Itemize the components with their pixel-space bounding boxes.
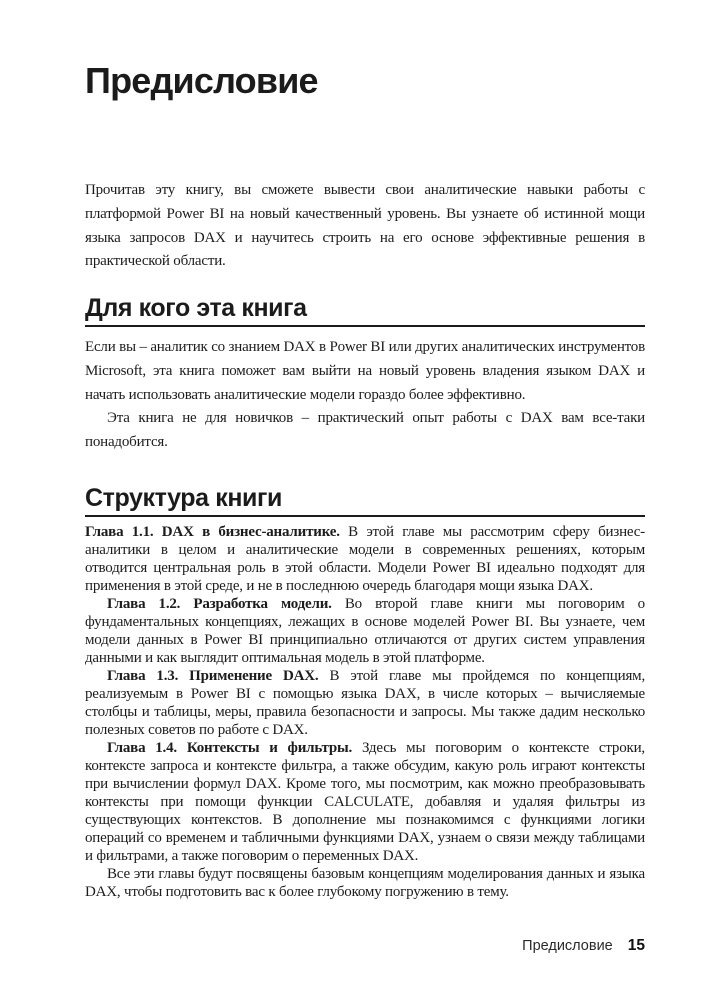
page-title: Предисловие <box>85 60 318 101</box>
chapter-text: В этой главе мы рассмотрим сферу бизнес-аналитики в целом и аналитические модели в современных решениях, которым отводится центральная роль в этой области. Модели Power BI идеально подходят для применения в этой среде, и не в последнюю очередь благодаря мощи языка DAX. <box>85 524 645 594</box>
intro-paragraph: Прочитав эту книгу, вы сможете вывести свои аналитические навыки работы с платформой Power BI на новый качественный уровень. Вы узнаете об истинной мощи языка запросов DAX и научитесь строить на его основе эффективные решения в практической области. <box>85 182 645 270</box>
chapter-text: В этой главе мы пройдемся по концепциям, реализуемым в Power BI с помощью языка DAX, в числе которых – вычисляемые столбцы и таблицы, меры, правила безопасности и запросы. Мы также дадим несколько полезных советов по работе с DAX. <box>85 668 646 738</box>
section-audience-heading: Для кого эта книга <box>85 293 645 327</box>
chapter-text: Во второй главе книги мы поговорим о фундаментальных концепциях, лежащих в основе моделей Power BI. Вы узнаете, чем модели данных в Power BI принципиально отличаются от других систем управления данными и как выглядит оптимальная модель в этой платформе. <box>85 596 645 666</box>
footer-page-number: 15 <box>627 937 645 954</box>
chapter-lead: Глава 1.4. Контексты и фильтры. <box>107 740 353 756</box>
running-footer <box>85 936 645 956</box>
chapter-paragraph <box>85 523 645 595</box>
chapter-paragraph <box>85 739 645 865</box>
chapter-text: Здесь мы поговорим о контексте строки, контексте запроса и контексте фильтра, а также обсудим, какую роль играют контексты при вычислении формул DAX. Кроме того, мы посмотрим, как можно преобразовывать контексты при помощи функции CALCULATE, добавляя и удаляя фильтры из существующих контекстов. В дополнение мы познакомимся с функциями логики операций со временем и табличными функциями DAX, узнаем о связи между таблицами и фильтрами, а также поговорим о переменных DAX. <box>85 740 645 864</box>
intro-block <box>85 179 645 274</box>
closing-paragraph: Все эти главы будут посвящены базовым концепциям моделирования данных и языка DAX, чтобы подготовить вас к более глубокому погружению в тему. <box>85 866 645 900</box>
chapter-lead: Глава 1.1. DAX в бизнес-аналитике. <box>85 524 340 540</box>
chapter-lead: Глава 1.2. Разработка модели. <box>107 596 332 612</box>
section-structure-heading: Структура книги <box>85 483 645 517</box>
section-audience-body <box>85 336 645 455</box>
section-structure <box>85 483 645 901</box>
paragraph: Эта книга не для новичков – практический опыт работы с DAX вам все-таки понадобится. <box>85 410 645 451</box>
footer-section-label: Предисловие <box>522 938 613 954</box>
chapter-lead: Глава 1.3. Применение DAX. <box>107 668 319 684</box>
section-structure-body <box>85 523 645 901</box>
paragraph: Если вы – аналитик со знанием DAX в Power BI или других аналитических инструментов Microsoft, эта книга поможет вам выйти на новый уровень владения языком DAX и начать использовать аналитические модели гораздо более эффективно. <box>85 339 645 403</box>
chapter-paragraph <box>85 667 645 739</box>
section-audience <box>85 293 645 455</box>
chapter-paragraph <box>85 595 645 667</box>
